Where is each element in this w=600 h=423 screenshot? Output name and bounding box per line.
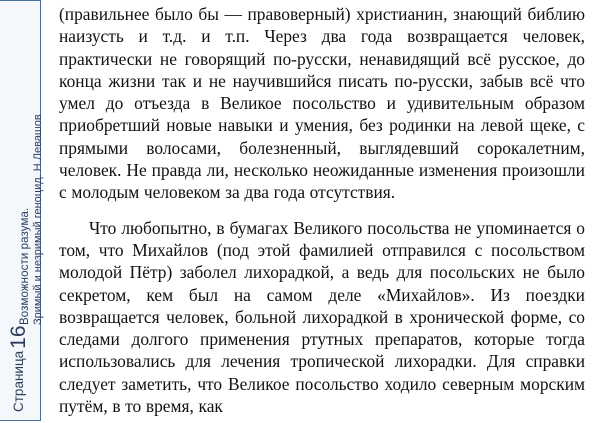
page-number: 16	[7, 325, 30, 349]
page-indicator	[9, 325, 29, 412]
page-label: Страница	[11, 350, 26, 412]
book-title: Возможности разума.	[19, 207, 31, 325]
paragraph: Что любопытно, в бумагах Великого посольства не упоминается о том, что Михайлов (под этой фамилией отправился с посольством молодой Пётр) заболел лихорадкой, а ведь для посольских не было секретом, кем был на самом деле «Михайлов». Из поездки возвращается человек, больной лихорадкой в хронической форме, со следами долгого применения ртутных препаратов, которые тогда использовались для лечения тропической лихорадки. Для справки следует заметить, что Великое посольство ходило северным морским путём, в то время, как	[59, 217, 585, 417]
paragraph: (правильнее было бы — правоверный) христианин, знающий библию наизусть и т.д. и т.п. Через два года возвращается человек, практически не говорящий по-русски, ненавидящий всё русское, до конца жизни так и не научившийся писать по-русски, забыв всё что умел до отъезда в Великое посольство и удивительным образом приобретший новые навыки и умения, без родинки на левой щеке, с прямыми волосами, болезненный, выглядевший сорокалетним, человек. Не правда ли, несколько неожиданные изменения произошли с молодым человеком за два года отсутствия.	[59, 4, 585, 203]
page-body-text	[59, 0, 585, 417]
page-sidebar	[0, 0, 48, 423]
book-subtitle: Зримый и незримый геноцид. Н.Левашов	[32, 114, 44, 325]
